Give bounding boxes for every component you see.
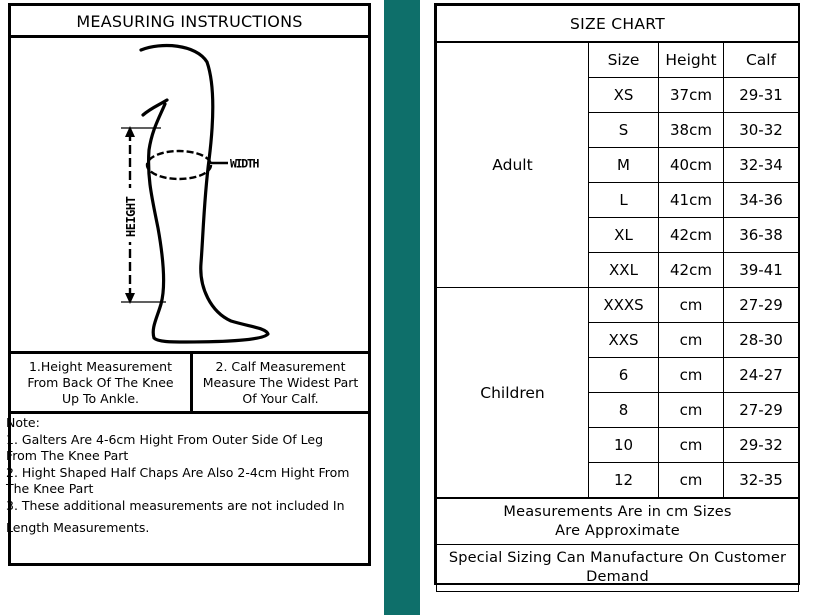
size-cell: XXXS (589, 288, 659, 323)
table-row (437, 288, 799, 323)
special-sizing-footnote-line: Special Sizing Can Manufacture On Customer (448, 550, 787, 566)
measuring-instructions-title: MEASURING INSTRUCTIONS (11, 6, 368, 38)
size-cell: S (589, 113, 659, 148)
header-calf: Calf (724, 42, 799, 78)
width-label: WIDTH (230, 156, 259, 171)
note-line: 2. Hight Shaped Half Chaps Are Also 2-4cm Hight From (6, 464, 350, 480)
size-cell: 10 (589, 428, 659, 463)
height-cell: cm (659, 323, 724, 358)
calf-cell: 30-32 (724, 113, 799, 148)
height-cell: 42cm (659, 218, 724, 253)
size-chart-panel (434, 3, 800, 585)
calf-cell: 24-27 (724, 358, 799, 393)
size-chart-title: SIZE CHART (437, 6, 799, 43)
note-line: Length Measurements. (6, 520, 150, 535)
size-chart-table (436, 5, 799, 592)
note-line: 3. These additional measurements are not included In (6, 497, 345, 513)
calf-instruction-line: 2. Calf Measurement (215, 358, 346, 374)
calf-cell: 28-30 (724, 323, 799, 358)
height-cell: 37cm (659, 78, 724, 113)
height-instruction-line: From Back Of The Knee (27, 374, 174, 390)
size-cell: M (589, 148, 659, 183)
calf-instruction-line: Measure The Widest Part (202, 374, 359, 390)
height-cell: 38cm (659, 113, 724, 148)
calf-cell: 34-36 (724, 183, 799, 218)
calf-cell: 32-34 (724, 148, 799, 183)
height-instruction (11, 354, 193, 411)
calf-cell: 29-31 (724, 78, 799, 113)
height-cell: 41cm (659, 183, 724, 218)
calf-measure-ellipse (147, 151, 211, 179)
calf-cell: 27-29 (724, 288, 799, 323)
boot-figure-box (11, 38, 368, 354)
measurement-footnote-line: Measurements Are in cm Sizes (503, 503, 732, 520)
calf-instruction-line: Of Your Calf. (242, 390, 319, 406)
note-section (6, 415, 356, 537)
height-cell: cm (659, 463, 724, 499)
height-cell: cm (659, 288, 724, 323)
note-heading: Note: (6, 415, 40, 430)
size-cell: L (589, 183, 659, 218)
size-cell: 6 (589, 358, 659, 393)
calf-cell: 27-29 (724, 393, 799, 428)
instructions-row (11, 354, 368, 414)
measurement-footnote (437, 498, 799, 545)
group-label-children: Children (437, 288, 589, 499)
special-sizing-footnote-line: Demand (586, 569, 649, 585)
height-cell: 42cm (659, 253, 724, 288)
height-instruction-line: 1.Height Measurement (28, 358, 173, 374)
measurement-footnote-line: Are Approximate (555, 522, 680, 539)
boot-measurement-figure (11, 38, 368, 351)
size-cell: 12 (589, 463, 659, 499)
note-line: From The Knee Part (6, 448, 129, 463)
note-line: The Knee Part (6, 481, 94, 496)
height-cell: cm (659, 393, 724, 428)
calf-cell: 39-41 (724, 253, 799, 288)
calf-cell: 36-38 (724, 218, 799, 253)
size-cell: 8 (589, 393, 659, 428)
calf-cell: 32-35 (724, 463, 799, 499)
header-size: Size (589, 42, 659, 78)
size-cell: XL (589, 218, 659, 253)
height-cell: cm (659, 358, 724, 393)
calf-cell: 29-32 (724, 428, 799, 463)
height-label: HEIGHT (124, 196, 138, 237)
note-line: 1. Galters Are 4-6cm Hight From Outer Side Of Leg (6, 431, 324, 447)
height-cell: cm (659, 428, 724, 463)
height-instruction-line: Up To Ankle. (61, 390, 140, 406)
header-height: Height (659, 42, 724, 78)
special-sizing-footnote (437, 545, 799, 592)
boot-outline (141, 46, 268, 342)
size-cell: XS (589, 78, 659, 113)
calf-instruction (193, 354, 368, 411)
height-cell: 40cm (659, 148, 724, 183)
size-cell: XXS (589, 323, 659, 358)
teal-divider-bar (384, 0, 420, 615)
size-cell: XXL (589, 253, 659, 288)
group-label-adult: Adult (437, 42, 589, 288)
